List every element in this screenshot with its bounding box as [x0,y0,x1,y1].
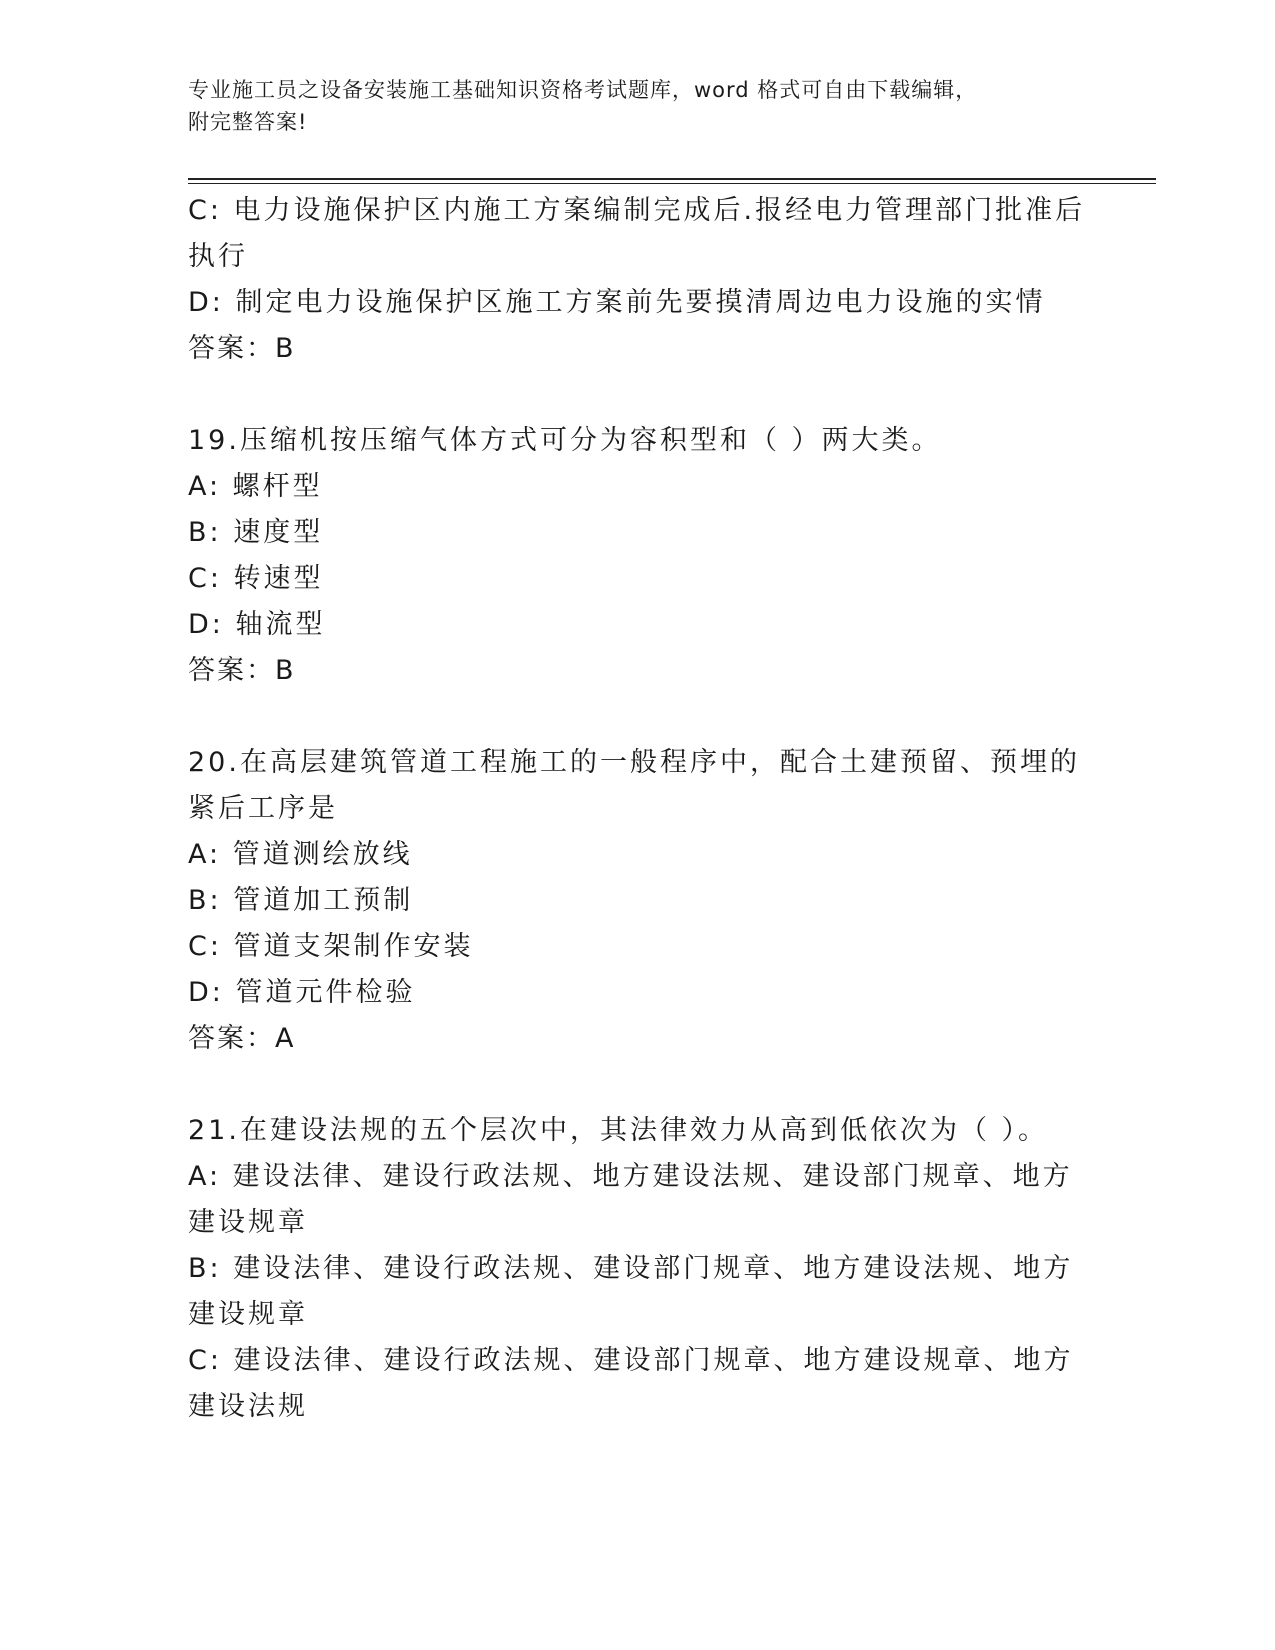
option-b: B: 管道加工预制 [188,885,414,916]
option-d: D: 管道元件检验 [188,977,416,1008]
question-18-continued [188,188,1088,372]
option-d: D: 轴流型 [188,609,326,640]
question-21 [188,1108,1088,1430]
question-20 [188,740,1088,1062]
question-stem: 20.在高层建筑管道工程施工的一般程序中，配合土建预留、预埋的紧后工序是 [188,747,1080,824]
option-a: A: 螺杆型 [188,471,323,502]
question-stem: 21.在建设法规的五个层次中，其法律效力从高到低依次为（ ）。 [188,1115,1049,1146]
option-c: C: 电力设施保护区内施工方案编制完成后.报经电力管理部门批准后执行 [188,195,1086,272]
header-divider-thin [188,183,1156,184]
question-stem: 19.压缩机按压缩气体方式可分为容积型和（ ）两大类。 [188,425,942,456]
option-a: A: 建设法律、建设行政法规、地方建设法规、建设部门规章、地方建设规章 [188,1161,1073,1238]
option-c: C: 建设法律、建设行政法规、建设部门规章、地方建设规章、地方建设法规 [188,1345,1074,1422]
question-19 [188,418,1088,694]
header-divider-thick [188,178,1156,180]
option-d: D: 制定电力设施保护区施工方案前先要摸清周边电力设施的实情 [188,287,1046,318]
option-c: C: 管道支架制作安装 [188,931,474,962]
answer: 答案：A [188,1023,296,1054]
option-b: B: 速度型 [188,517,324,548]
header-line-1: 专业施工员之设备安装施工基础知识资格考试题库，word 格式可自由下载编辑， [188,78,978,102]
option-b: B: 建设法律、建设行政法规、建设部门规章、地方建设法规、地方建设规章 [188,1253,1074,1330]
answer: 答案：B [188,333,296,364]
header-line-2: 附完整答案! [188,110,308,134]
option-a: A: 管道测绘放线 [188,839,413,870]
answer: 答案：B [188,655,296,686]
option-c: C: 转速型 [188,563,324,594]
document-header [188,74,1088,138]
question-content [188,188,1088,1430]
